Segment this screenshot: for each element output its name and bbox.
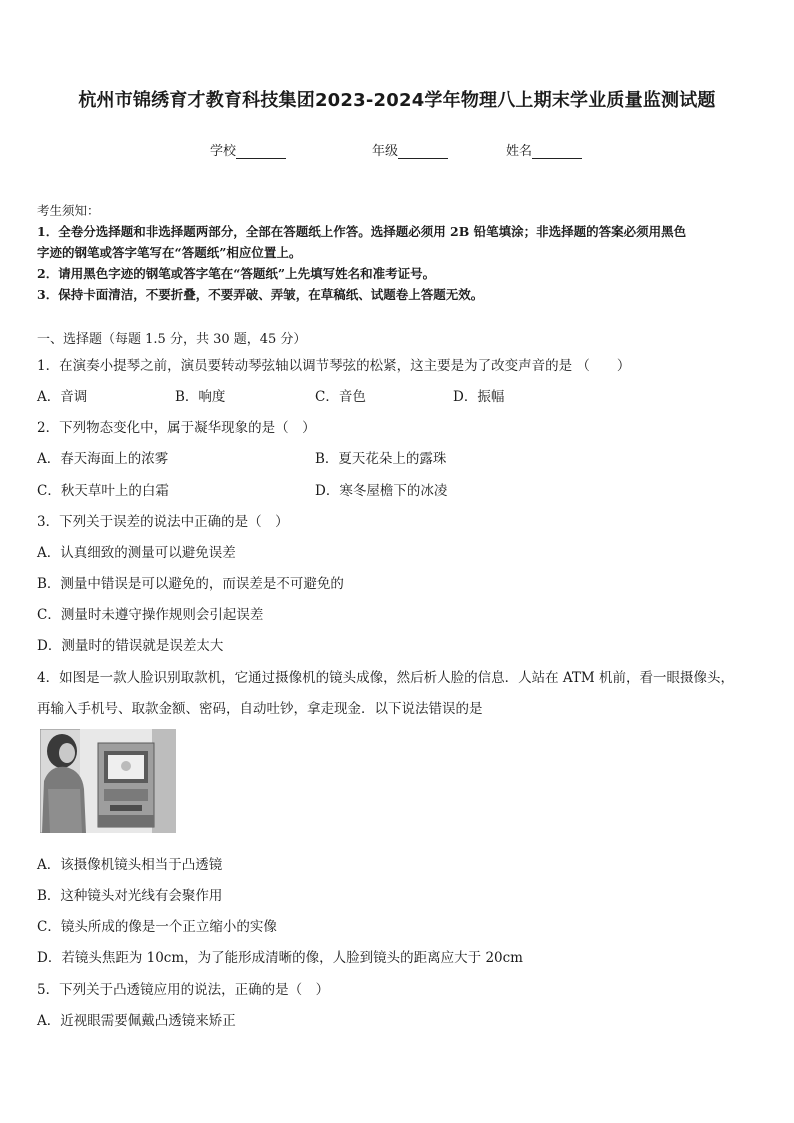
question-3-option-a: A．认真细致的测量可以避免误差 [37,545,236,561]
question-4-stem-line-1: 4．如图是一款人脸识别取款机，它通过摄像机的镜头成像，然后析人脸的信息．人站在 ATM 机前，看一眼摄像头， [37,670,735,686]
notice-heading: 考生须知： [37,203,100,218]
school-blank [236,144,286,159]
question-4-option-b: B．这种镜头对光线有会聚作用 [37,888,223,904]
question-4-stem-line-2: 再输入手机号、取款金额、密码，自动吐钞，拿走现金．以下说法错误的是 [37,701,483,717]
atm-face-recognition-photo [40,729,176,833]
notice-item: 3．保持卡面清洁，不要折叠，不要弄破、弄皱，在草稿纸、试题卷上答题无效。 [37,287,484,302]
notice-item: 1．全卷分选择题和非选择题两部分，全部在答题纸上作答。选择题必须用 2B 铅笔填涂；非选择题的答案必须用黑色 [37,224,687,239]
question-1-option-a: A．音调 [37,389,88,405]
question-1-stem: 1．在演奏小提琴之前，演员要转动琴弦轴以调节琴弦的松紧，这主要是为了改变声音的是 （ ） [37,358,631,374]
school-label: 学校 [210,144,237,159]
question-3-option-b: B．测量中错误是可以避免的，而误差是不可避免的 [37,576,344,592]
notice-item: 2．请用黑色字迹的钢笔或答字笔在“答题纸”上先填写姓名和准考证号。 [37,266,436,281]
question-5-option-a: A．近视眼需要佩戴凸透镜来矫正 [37,1013,236,1029]
question-2-option-c: C．秋天草叶上的白霜 [37,483,169,499]
question-3-stem: 3．下列关于误差的说法中正确的是（ ） [37,514,289,530]
name-label: 姓名 [506,144,533,159]
name-field [506,140,582,159]
question-2-option-b: B．夏天花朵上的露珠 [315,451,447,467]
question-1-option-d: D．振幅 [453,389,505,405]
question-3-option-d: D．测量时的错误就是误差太大 [37,638,224,654]
question-2-option-d: D．寒冬屋檐下的冰凌 [315,483,448,499]
question-1-option-b: B．响度 [175,389,226,405]
student-info-row [0,140,794,160]
grade-field [372,140,448,159]
question-2-option-a: A．春天海面上的浓雾 [37,451,169,467]
page-title: 杭州市锦绣育才教育科技集团2023-2024学年物理八上期末学业质量监测试题 [78,90,716,111]
question-4-option-c: C．镜头所成的像是一个正立缩小的实像 [37,919,277,935]
question-3-option-c: C．测量时未遵守操作规则会引起误差 [37,607,264,623]
question-4-option-d: D．若镜头焦距为 10cm，为了能形成清晰的像，人脸到镜头的距离应大于 20cm [37,950,523,966]
grade-label: 年级 [372,144,399,159]
question-4-option-a: A．该摄像机镜头相当于凸透镜 [37,857,223,873]
atm-photo-illustration [40,729,176,833]
notice-item: 字迹的钢笔或答字笔写在“答题纸”相应位置上。 [37,245,302,260]
question-1-option-c: C．音色 [315,389,366,405]
question-5-stem: 5．下列关于凸透镜应用的说法，正确的是（ ） [37,982,330,998]
school-field [210,140,286,159]
question-2-stem: 2．下列物态变化中，属于凝华现象的是（ ） [37,420,316,436]
exam-notice [37,200,759,305]
section-heading: 一、选择题（每题 1.5 分，共 30 题，45 分） [37,332,307,347]
name-blank [532,144,582,159]
grade-blank [398,144,448,159]
